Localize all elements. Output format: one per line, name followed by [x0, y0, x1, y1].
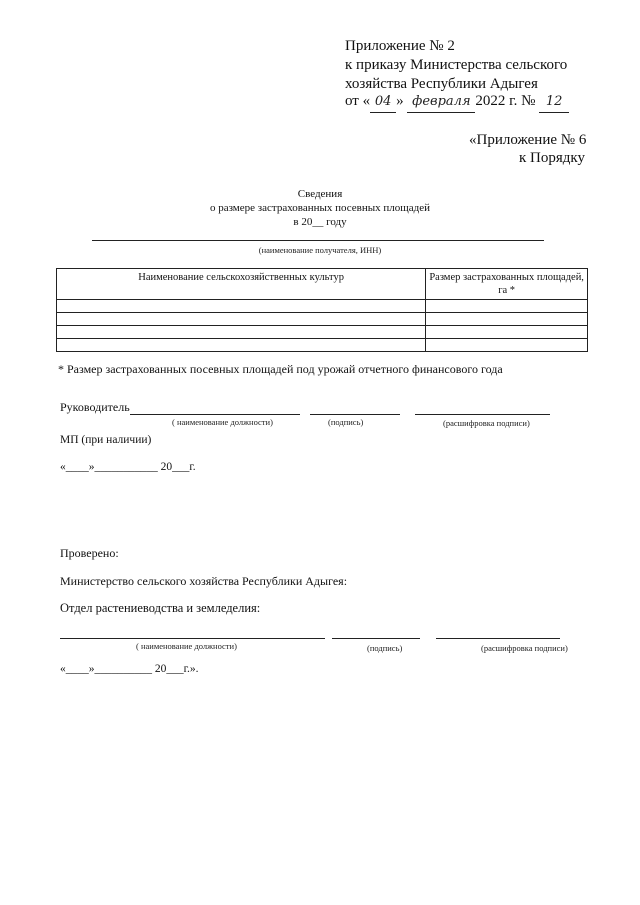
- date-mid: »: [396, 93, 404, 109]
- date-line-2: «____»__________ 20___г.».: [60, 663, 199, 675]
- table-row: [57, 300, 588, 313]
- caption-sign-2: (подпись): [367, 643, 403, 653]
- position-line-2: [60, 638, 325, 639]
- decode-line-1: [415, 414, 550, 415]
- caption-decode-1: (расшифровка подписи): [443, 418, 530, 428]
- date-year: 2022 г. №: [475, 93, 536, 109]
- recipient-caption: (наименование получателя, ИНН): [258, 245, 382, 255]
- handwritten-day: 04: [370, 92, 396, 113]
- table-cell: [426, 326, 588, 339]
- table-cell: [426, 300, 588, 313]
- caption-position-1: ( наименование должности): [172, 417, 273, 427]
- table-cell: [57, 313, 426, 326]
- table-cell: [426, 339, 588, 352]
- position-line-1: [130, 414, 300, 415]
- col-header-area: Размер застрахованных площадей, га *: [426, 269, 588, 300]
- decode-line-2: [436, 638, 560, 639]
- doc-title: Сведения: [297, 188, 343, 200]
- doc-subtitle: о размере застрахованных посевных площадей: [209, 202, 431, 214]
- table-cell: [426, 313, 588, 326]
- table-row: [57, 339, 588, 352]
- date-line-1: «____»___________ 20___г.: [60, 461, 196, 473]
- table-header-row: [57, 269, 588, 300]
- checked-label: Проверено:: [60, 546, 119, 560]
- caption-position-2: ( наименование должности): [136, 641, 237, 651]
- header-line-1: Приложение № 2: [345, 38, 455, 54]
- department-label: Отдел растениеводства и земледелия:: [60, 601, 261, 615]
- caption-decode-2: (расшифровка подписи): [481, 643, 568, 653]
- caption-sign-1: (подпись): [328, 417, 364, 427]
- table-cell: [57, 300, 426, 313]
- doc-year: в 20__ году: [293, 216, 347, 228]
- table-cell: [57, 339, 426, 352]
- stamp-label: МП (при наличии): [60, 434, 152, 446]
- header-line-2: к приказу Министерства сельского: [345, 57, 568, 73]
- signature-line-1: [310, 414, 400, 415]
- header-line-3: хозяйства Республики Адыгея: [345, 76, 538, 92]
- ministry-label: Министерство сельского хозяйства Республики Адыгея:: [60, 574, 348, 588]
- recipient-line: [92, 240, 544, 241]
- signature-line-2: [332, 638, 420, 639]
- appendix-line-1: «Приложение № 6: [469, 132, 587, 148]
- footnote: * Размер застрахованных посевных площадей под урожай отчетного финансового года: [58, 362, 503, 376]
- appendix-line-2: к Порядку: [519, 150, 585, 166]
- handwritten-month: февраля: [407, 92, 475, 113]
- col-header-crops: Наименование сельскохозяйственных культур: [57, 269, 426, 300]
- table-row: [57, 326, 588, 339]
- table-cell: [57, 326, 426, 339]
- crops-table: [56, 268, 588, 352]
- header-date-line: [345, 91, 569, 113]
- date-prefix: от «: [345, 93, 371, 109]
- table-row: [57, 313, 588, 326]
- handwritten-number: 12: [539, 92, 569, 113]
- head-label: Руководитель: [60, 400, 130, 414]
